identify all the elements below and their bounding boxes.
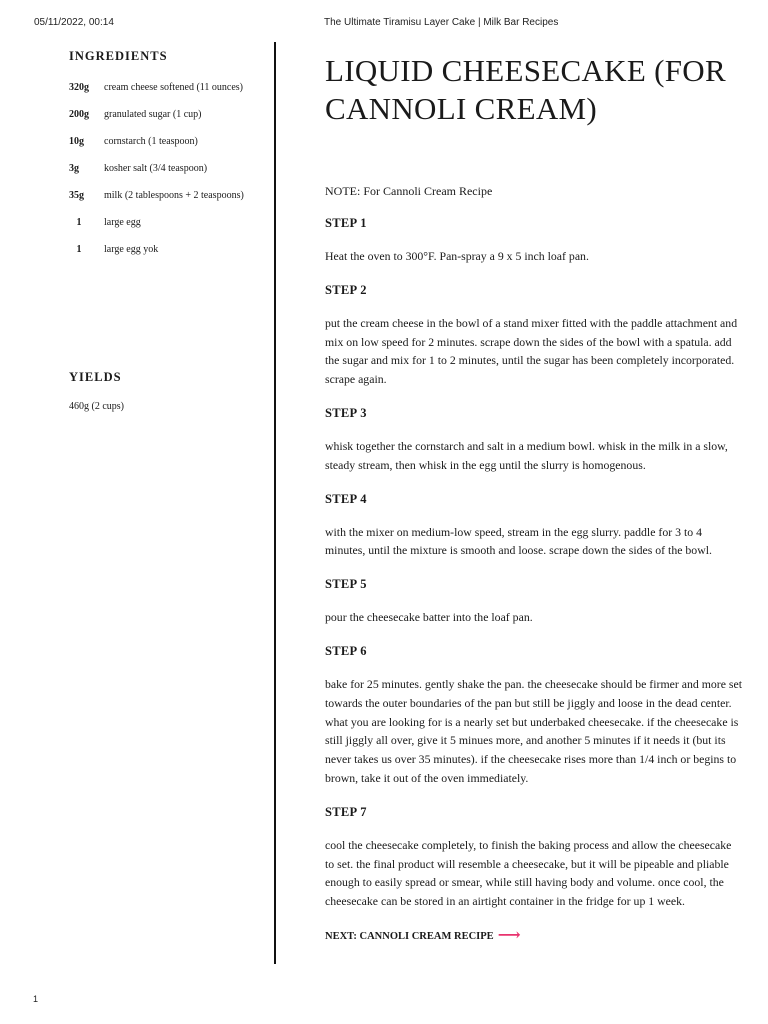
ingredient-item bbox=[69, 80, 249, 95]
ingredient-qty: 10g bbox=[69, 136, 84, 147]
ingredient-qty: 35g bbox=[69, 190, 84, 201]
ingredient-item bbox=[69, 215, 249, 230]
ingredient-desc: kosher salt (3/4 teaspoon) bbox=[104, 163, 208, 174]
ingredient-qty: 200g bbox=[69, 109, 89, 120]
step-title: STEP 4 bbox=[325, 491, 367, 506]
step-text: with the mixer on medium-low speed, stream in the egg slurry. paddle for 3 to 4 minutes, until the mixture is smooth and loose. scrape down the sides of the bowl. bbox=[325, 524, 712, 558]
step-title: STEP 6 bbox=[325, 643, 367, 658]
print-page-title: The Ultimate Tiramisu Layer Cake | Milk Bar Recipes bbox=[324, 17, 559, 28]
ingredient-item bbox=[69, 242, 249, 257]
ingredient-desc: cream cheese softened (11 ounces) bbox=[104, 82, 244, 93]
ingredient-item bbox=[69, 134, 249, 149]
ingredient-desc: granulated sugar (1 cup) bbox=[104, 109, 202, 120]
print-header bbox=[34, 17, 748, 31]
print-datetime: 05/11/2022, 00:14 bbox=[34, 17, 114, 28]
ingredients-sidebar bbox=[69, 49, 249, 269]
arrow-right-icon[interactable]: ⟶ bbox=[497, 927, 521, 945]
ingredient-desc: milk (2 tablespoons + 2 teaspoons) bbox=[104, 190, 244, 201]
step-title: STEP 1 bbox=[325, 216, 367, 230]
ingredient-desc: large egg yok bbox=[104, 244, 159, 255]
ingredient-item bbox=[69, 188, 249, 203]
ingredient-desc: cornstarch (1 teaspoon) bbox=[104, 136, 198, 147]
ingredient-item bbox=[69, 107, 249, 122]
yields-heading: YIELDS bbox=[69, 370, 122, 384]
column-divider bbox=[274, 42, 276, 964]
step-title: STEP 2 bbox=[325, 282, 367, 297]
ingredient-qty: 1 bbox=[76, 217, 82, 228]
step-title: STEP 3 bbox=[325, 405, 367, 420]
step-text: put the cream cheese in the bowl of a stand mixer fitted with the paddle attachment and mix on low speed for 2 minutes. scrape down the sides of the bowl with a spatula. add the sugar and mix for 1 to 2 minutes, until the sugar has been completely incorporated. scrape again. bbox=[325, 315, 738, 387]
next-recipe-label[interactable]: NEXT: CANNOLI CREAM RECIPE bbox=[325, 930, 494, 942]
ingredients-list bbox=[69, 80, 249, 257]
step-text: pour the cheesecake batter into the loaf pan. bbox=[325, 610, 533, 625]
ingredient-qty: 3g bbox=[69, 163, 79, 174]
ingredient-qty: 320g bbox=[69, 82, 89, 93]
step-text: whisk together the cornstarch and salt in a medium bowl. whisk in the milk in a slow, steady stream, then whisk in the egg until the slurry is homogenous. bbox=[325, 438, 728, 472]
page-number: 1 bbox=[33, 994, 39, 1004]
ingredient-qty: 1 bbox=[76, 244, 82, 255]
next-recipe-link[interactable] bbox=[325, 927, 743, 945]
step-text: Heat the oven to 300°F. Pan-spray a 9 x 5 inch loaf pan. bbox=[325, 249, 589, 263]
ingredient-desc: large egg bbox=[104, 217, 141, 228]
ingredients-heading: INGREDIENTS bbox=[69, 49, 168, 63]
step-text: cool the cheesecake completely, to finish the baking process and allow the cheesecake to set. the final product will resemble a cheesecake, but it will be pipeable and pliable enough to easily spread or smear, while still having body and volume. once cool, the cheesecake can be stored in an airtight container in the fridge for up 1 week. bbox=[325, 837, 732, 909]
recipe-main bbox=[325, 52, 743, 945]
step-title: STEP 7 bbox=[325, 804, 367, 819]
recipe-title: LIQUID CHEESECAKE (FOR CANNOLI CREAM) bbox=[325, 53, 726, 126]
step-text: bake for 25 minutes. gently shake the pan. the cheesecake should be firmer and more set towards the outer boundaries of the pan but still be jiggly and loose in the dead center. what you are looking for is a nearly set but underbaked cheesecake. if the cheesecake is still jiggly all over, give it 5 minues more, and another 5 minutes if it needs it (but its never takes us over 35 minutes). if the cheesecake rises more than 1/4 inch or begins to brown, take it out of the oven immediately. bbox=[325, 676, 743, 785]
yields-value: 460g (2 cups) bbox=[69, 401, 124, 412]
yields-section bbox=[69, 370, 249, 412]
step-title: STEP 5 bbox=[325, 577, 367, 592]
ingredient-item bbox=[69, 161, 249, 176]
recipe-note: NOTE: For Cannoli Cream Recipe bbox=[325, 184, 493, 198]
